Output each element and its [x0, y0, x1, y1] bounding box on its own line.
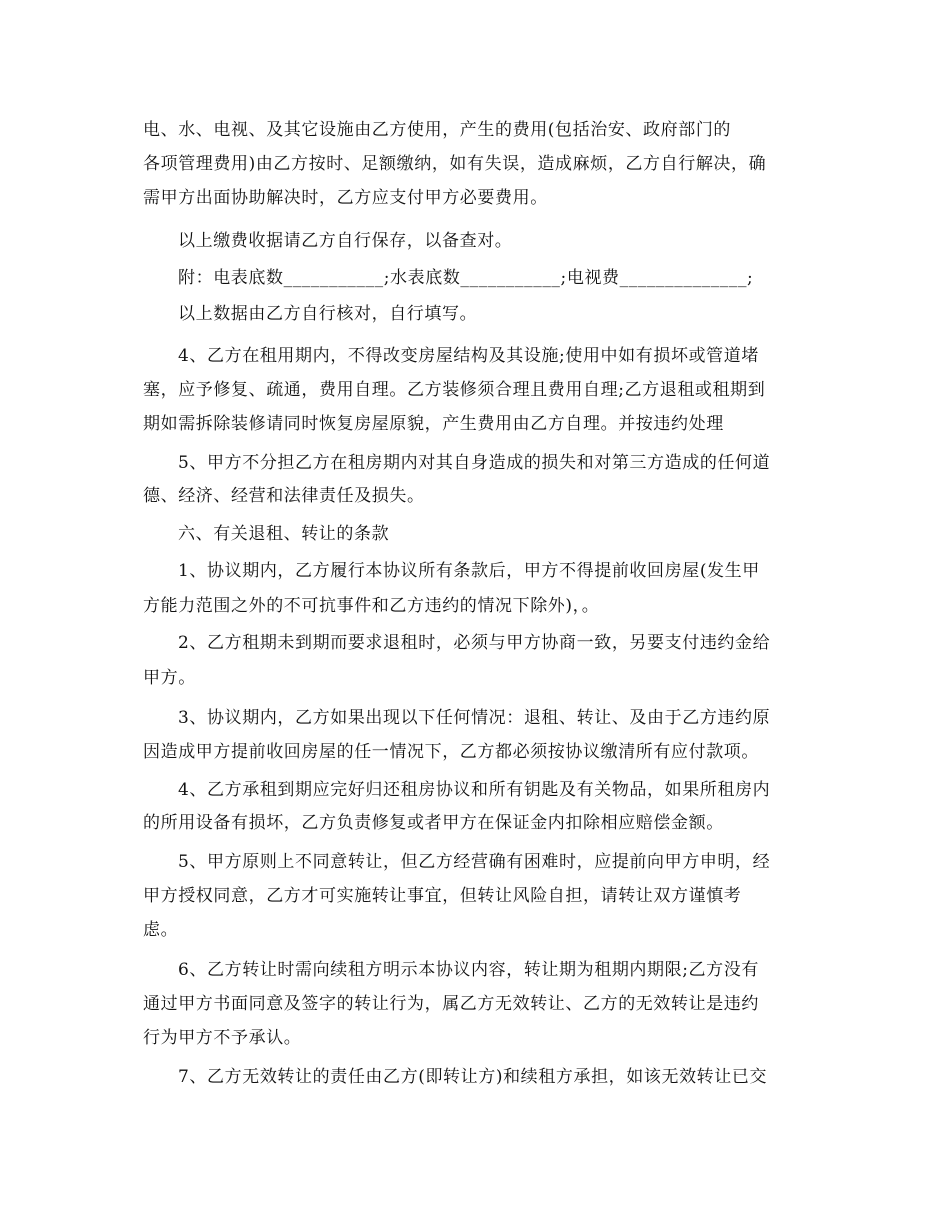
text-line: 7、乙方无效转让的责任由乙方(即转让方)和续租方承担，如该无效转让已交 [178, 1067, 768, 1087]
text-line: 虑。 [143, 920, 179, 940]
text-line: 6、乙方转让时需向续租方明示本协议内容，转让期为租期内期限;乙方没有 [178, 960, 759, 980]
text-line: 以上缴费收据请乙方自行保存，以备查对。 [178, 231, 513, 251]
text-line: 甲方授权同意，乙方才可实施转让事宜，但转让风险自担，请转让双方谨慎考 [143, 886, 742, 906]
text-line: 通过甲方书面同意及签字的转让行为，属乙方无效转让、乙方的无效转让是违约 [143, 994, 759, 1014]
text-line: 3、协议期内，乙方如果出现以下任何情况：退租、转让、及由于乙方违约原 [178, 708, 771, 728]
text-line: 以上数据由乙方自行核对，自行填写。 [178, 304, 478, 324]
text-line: 行为甲方不予承认。 [143, 1028, 302, 1048]
text-line: 4、乙方承租到期应完好归还租房协议和所有钥匙及有关物品，如果所租房内 [178, 780, 771, 800]
text-line: 2、乙方租期未到期而要求退租时，必须与甲方协商一致，另要支付违约金给 [178, 633, 771, 653]
text-line: 方能力范围之外的不可抗事件和乙方违约的情况下除外)，。 [143, 596, 600, 616]
text-line: 的所用设备有损坏，乙方负责修复或者甲方在保证金内扣除相应赔偿金额。 [143, 813, 724, 833]
text-line: 塞，应予修复、疏通，费用自理。乙方装修须合理且费用自理;乙方退租或租期到 [143, 380, 766, 400]
text-line: 5、甲方不分担乙方在租房期内对其自身造成的损失和对第三方造成的任何道 [178, 453, 771, 473]
text-line: 德、经济、经营和法律责任及损失。 [143, 486, 425, 506]
text-line: 各项管理费用)由乙方按时、足额缴纳，如有失误，造成麻烦，乙方自行解决，确 [143, 154, 767, 174]
text-line: 因造成甲方提前收回房屋的任一情况下，乙方都必须按协议缴清所有应付款项。 [143, 742, 759, 762]
text-line: 附：电表底数___________;水表底数___________;电视费______________; [178, 268, 754, 288]
text-line: 4、乙方在租用期内，不得改变房屋结构及其设施;使用中如有损坏或管道堵 [178, 346, 759, 366]
text-line: 需甲方出面协助解决时，乙方应支付甲方必要费用。 [143, 188, 548, 208]
text-line: 期如需拆除装修请同时恢复房屋原貌，产生费用由乙方自理。并按违约处理 [143, 414, 724, 434]
text-line: 电、水、电视、及其它设施由乙方使用，产生的费用(包括治安、政府部门的 [143, 120, 732, 140]
text-line: 5、甲方原则上不同意转让，但乙方经营确有困难时，应提前向甲方申明，经 [178, 852, 771, 872]
text-line: 甲方。 [143, 668, 196, 688]
section-heading: 六、有关退租、转让的条款 [178, 524, 390, 544]
text-line: 1、协议期内，乙方履行本协议所有条款后，甲方不得提前收回房屋(发生甲 [178, 561, 760, 581]
